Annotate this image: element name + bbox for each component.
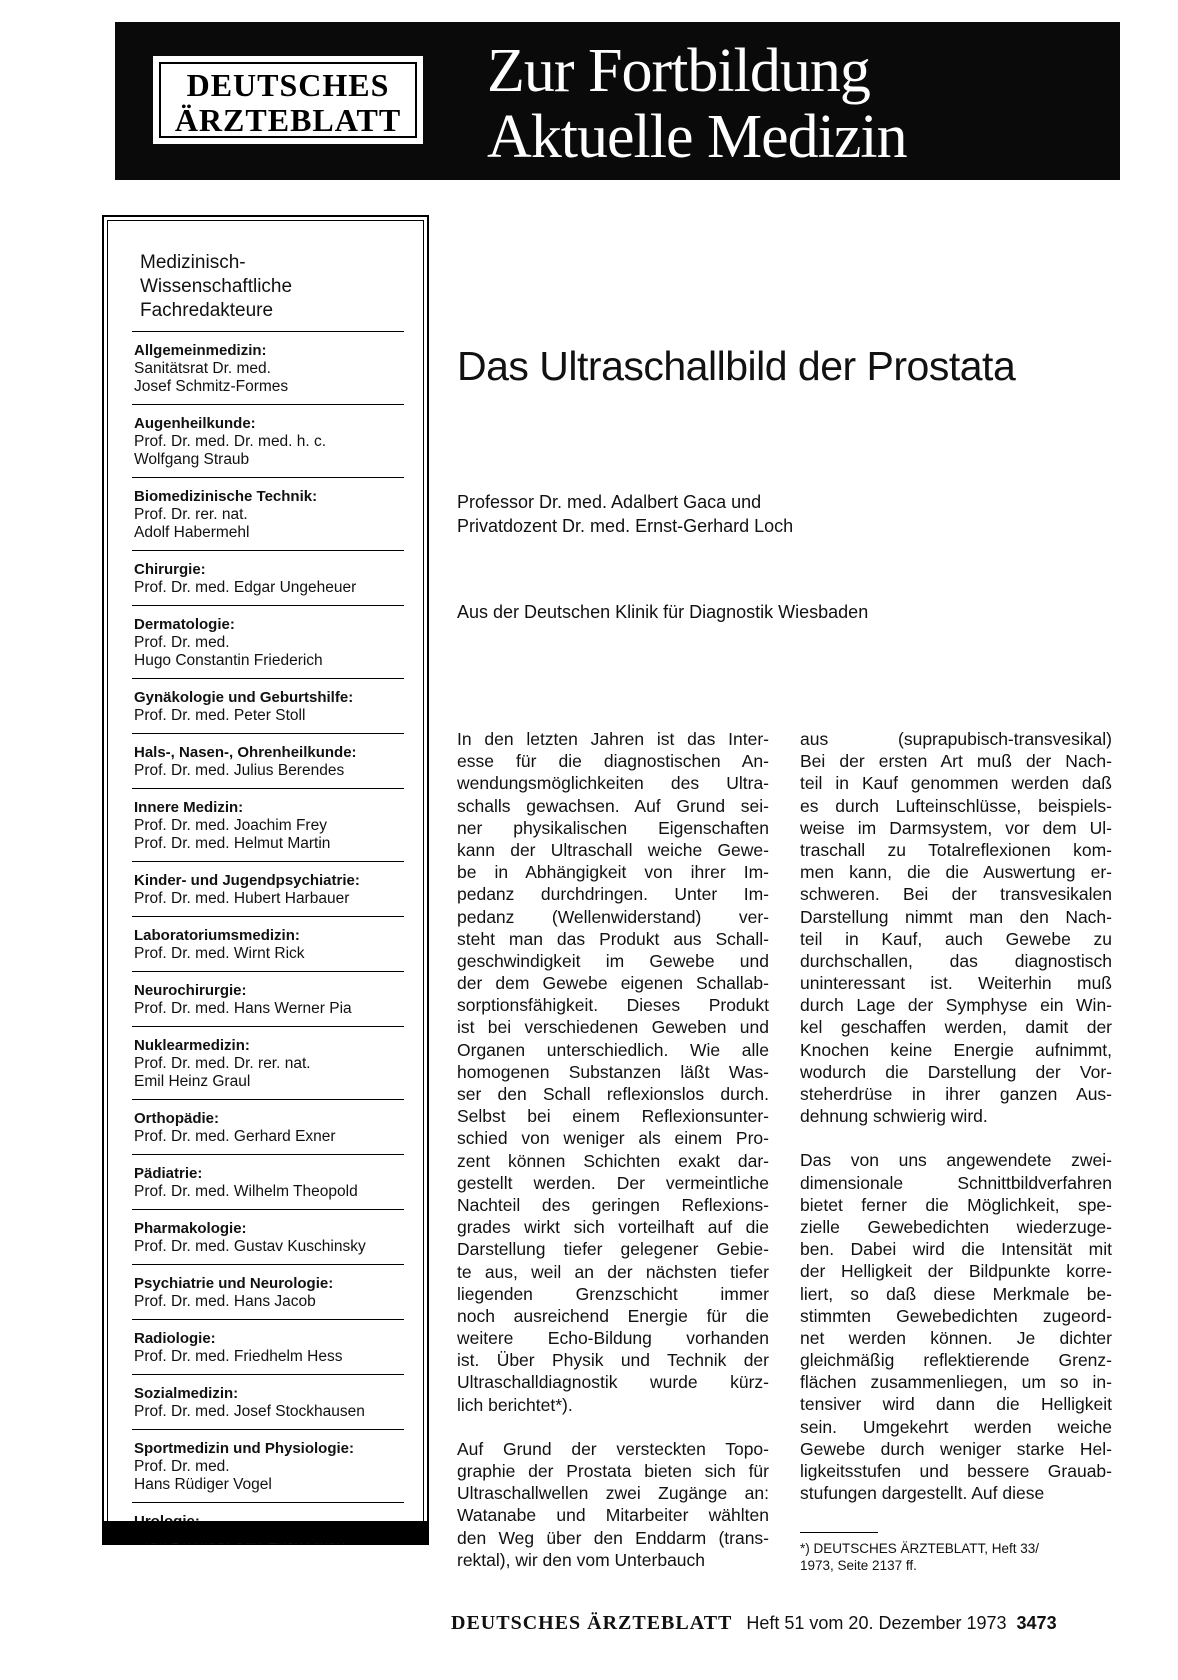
editors-box [102,215,429,1545]
text-line: Nachteil des geringen Reflexions- [457,1194,769,1215]
section-title-line-2: Aktuelle Medizin [487,103,907,171]
editor-name: Prof. Dr. med. Gustav Kuschinsky [134,1238,366,1255]
department-name: Psychiatrie und Neurologie: [134,1275,334,1292]
article-authors: Professor Dr. med. Adalbert Gaca und Privatdozent Dr. med. Ernst-Gerhard Loch [457,492,794,536]
text-line: aus (suprapubisch-transvesikal) [800,729,1112,749]
department-list [132,331,404,1557]
text-line: liegenden Grenzschicht immer [457,1283,769,1304]
text-line: tensiver wird dann die Helligkeit [800,1394,1112,1415]
page-footer [451,1612,1057,1635]
text-line: Das von uns angewendete zwei- [800,1150,1112,1171]
text-line: traschall zu Totalreflexionen kom- [800,839,1112,860]
department-entry [132,1154,404,1209]
text-line: geschwindigkeit im Gewebe und [457,950,769,971]
department-entry [132,477,404,550]
department-name: Pädiatrie: [134,1165,203,1182]
text-line: liert, so daß diese Merkmale be- [800,1283,1112,1304]
department-name: Sportmedizin und Physiologie: [134,1440,355,1457]
editor-name: Hugo Constantin Friederich [134,652,323,669]
text-line: uninteressant ist. Weiterhin muß [800,973,1112,994]
text-line: Darstellung tiefer gelegener Gebie- [457,1239,769,1260]
text-line: Organen unterschiedlich. Wie alle [457,1039,769,1060]
text-line: dehnung schwierig wird. [800,1106,988,1127]
section-title-line-1: Zur Fortbildung [487,37,870,105]
department-entry [132,605,404,678]
article-affiliation: Aus der Deutschen Klinik für Diagnostik Wiesbaden [457,602,869,622]
editor-name: Prof. Dr. rer. nat. [134,506,248,523]
text-line: ben. Dabei wird die Intensität mit [800,1239,1112,1260]
editor-name: Prof. Dr. med. Dr. med. h. c. [134,433,327,450]
department-entry [132,788,404,861]
department-name: Sozialmedizin: [134,1385,239,1402]
text-line: steht man das Produkt aus Schall- [457,928,769,949]
text-line: rektal), wir den vom Unterbauch [457,1549,706,1570]
text-line: flächen zusammenliegen, um so in- [800,1372,1112,1393]
text-line: Knochen keine Energie aufnimmt, [800,1039,1112,1060]
text-line: ner physikalischen Eigenschaften [457,817,769,838]
department-name: Innere Medizin: [134,799,244,816]
department-entry [132,404,404,477]
text-line: stimmten Gewebedichten zugeord- [800,1305,1112,1326]
text-line: den Weg über den Enddarm (trans- [457,1527,769,1548]
footer-magazine: DEUTSCHES ÄRZTEBLATT [451,1612,733,1634]
text-line: men kann, die die Auswertung er- [800,862,1112,883]
department-entry [132,1264,404,1319]
text-line: be in Abhängigkeit von ihrer Im- [457,862,769,883]
paragraph [800,728,1112,1127]
department-name: Orthopädie: [134,1110,219,1127]
department-name: Augenheilkunde: [134,415,256,432]
department-name: Allgemeinmedizin: [134,342,267,359]
text-line: teil in Kauf, auch Gewebe zu [800,928,1112,949]
text-line: es durch Lufteinschlüsse, beispiels- [800,795,1112,816]
department-entry [132,1209,404,1264]
department-entry [132,916,404,971]
editor-name: Prof. Dr. med. Dr. rer. nat. [134,1055,311,1072]
paragraph [457,728,769,1416]
text-line: Ultraschalldiagnostik wurde kürz- [457,1372,769,1393]
department-entry [132,1026,404,1099]
editor-name: Prof. Dr. med. Hans Werner Pia [134,1000,352,1017]
department-entry [132,733,404,788]
text-line: Watanabe und Mitarbeiter wählten [457,1505,769,1526]
department-name: Hals-, Nasen-, Ohrenheilkunde: [134,744,357,761]
text-line: sein. Umgekehrt werden weiche [800,1416,1112,1437]
text-line: steherdrüse in ihrer ganzen Aus- [800,1084,1112,1104]
department-entry [132,1429,404,1502]
department-entry [132,1319,404,1374]
text-line: Auf Grund der versteckten Topo- [457,1438,769,1459]
text-line: zent können Schichten exakt dar- [457,1150,769,1171]
text-line: der Helligkeit der Bildpunkte korre- [800,1261,1112,1282]
department-entry [132,678,404,733]
magazine-logo [153,56,423,144]
header-banner [115,22,1120,180]
department-entry [132,1099,404,1154]
text-line: zielle Gewebedichten wiederzuge- [800,1216,1112,1237]
text-line: noch ausreichend Energie für die [457,1305,769,1326]
text-line: schied von weniger als einem Pro- [457,1128,769,1149]
text-line: pedanz durchdringen. Unter Im- [457,884,769,905]
editor-name: Prof. Dr. med. Gerhard Exner [134,1128,336,1145]
department-name: Laboratoriumsmedizin: [134,927,300,944]
editor-name: Prof. Dr. med. [134,634,230,651]
text-line: grades wirkt sich vorteilhaft auf die [457,1217,769,1238]
text-line: schalls gewachsen. Auf Grund sei- [457,795,769,816]
editor-name: Prof. Dr. med. [134,1458,230,1475]
text-line: der dem Gewebe eigenen Schallab- [457,973,769,994]
text-line: Bei der ersten Art muß der Nach- [800,751,1112,772]
logo-line-1: DEUTSCHES [186,67,390,103]
department-entry [132,1374,404,1429]
text-line: weise im Darmsystem, vor dem Ul- [800,817,1112,838]
text-line: Selbst bei einem Reflexionsunter- [457,1106,769,1127]
text-line: Darstellung nimmt man den Nach- [800,906,1112,927]
text-line: gleichmäßig reflektierende Grenz- [800,1350,1112,1371]
text-line: kann der Ultraschall weiche Gewe- [457,839,769,860]
department-entry [132,971,404,1026]
editor-name: Prof. Dr. med. Edgar Ungeheuer [134,579,357,596]
department-name: Nuklearmedizin: [134,1037,250,1054]
editor-name: Prof. Dr. med. Joachim Frey [134,817,327,834]
footnote: *) DEUTSCHES ÄRZTEBLATT, Heft 33/ 1973, Seite 2137 ff. [800,1541,1040,1573]
text-line: weitere Echo-Bildung vorhanden [457,1328,769,1349]
text-line: graphie der Prostata bieten sich für [457,1461,769,1481]
text-line: sorptionsfähigkeit. Dieses Produkt [457,995,769,1016]
text-line: esse für die diagnostischen An- [457,751,769,772]
text-line: ist. Über Physik und Technik der [457,1350,769,1371]
editor-name: Hans Rüdiger Vogel [134,1476,272,1493]
paragraph [457,1438,769,1571]
editor-name: Prof. Dr. med. Peter Stoll [134,707,306,724]
text-line: schweren. Bei der transvesikalen [800,884,1112,905]
text-line: homogenen Substanzen läßt Was- [457,1061,769,1082]
text-line: stufungen dargestellt. Auf diese [800,1483,1045,1504]
text-line: ser den Schall reflexionslos durch. [457,1084,769,1104]
article-column-1 [457,728,769,1571]
editor-name: Prof. Dr. med. Hubert Harbauer [134,890,350,907]
text-line: durch Lage der Symphyse ein Win- [800,995,1112,1016]
department-name: Pharmakologie: [134,1220,247,1237]
text-line: dimensionale Schnittbildverfahren [800,1172,1112,1193]
department-name: Radiologie: [134,1330,216,1347]
text-line: net werden können. Je dichter [800,1327,1112,1348]
department-name: Chirurgie: [134,561,206,578]
article-column-2 [800,728,1112,1504]
editor-name: Sanitätsrat Dr. med. [134,360,271,377]
article-title: Das Ultraschallbild der Prostata [457,343,1016,389]
text-line: teil in Kauf genommen werden daß [800,773,1112,794]
text-line: ist bei verschiedenen Geweben und [457,1017,769,1038]
editor-name: Emil Heinz Graul [134,1073,251,1090]
editor-name: Prof. Dr. med. Helmut Martin [134,835,331,852]
text-line: ligkeitsstufen und bessere Grauab- [800,1461,1112,1481]
text-line: kel geschaffen werden, damit der [800,1017,1112,1038]
editor-name: Josef Schmitz-Formes [134,378,289,395]
text-line: In den letzten Jahren ist das Inter- [457,729,769,749]
text-line: gestellt werden. Der vermeintliche [457,1172,769,1193]
text-line: bietet ferner die Möglichkeit, spe- [800,1194,1112,1215]
editors-box-bottom-bar [104,1521,427,1543]
footnote-rule [800,1532,878,1533]
department-entry [132,331,404,404]
text-line: Gewebe durch weniger starke Hel- [800,1438,1112,1459]
editor-name: Prof. Dr. med. Hans Jacob [134,1293,316,1310]
department-name: Kinder- und Jugendpsychiatrie: [134,872,360,889]
paragraph [800,1149,1112,1504]
editors-heading: Medizinisch- Wissenschaftliche Fachredakteure [140,252,293,321]
department-entry [132,861,404,916]
editor-name: Prof. Dr. med. Josef Stockhausen [134,1403,365,1420]
logo-line-2: ÄRZTEBLATT [174,102,402,138]
page-number: 3473 [1016,1613,1057,1633]
department-name: Neurochirurgie: [134,982,247,999]
department-name: Biomedizinische Technik: [134,488,318,505]
text-line: pedanz (Wellenwiderstand) ver- [457,906,769,927]
editor-name: Prof. Dr. med. Wirnt Rick [134,945,305,962]
text-line: lich berichtet*). [457,1394,573,1415]
department-entry [132,550,404,605]
text-line: wendungsmöglichkeiten des Ultra- [457,773,769,794]
editor-name: Prof. Dr. med. Julius Berendes [134,762,345,779]
footer-issue: Heft 51 vom 20. Dezember 1973 [746,1613,1007,1633]
department-name: Gynäkologie und Geburtshilfe: [134,689,354,706]
editor-name: Prof. Dr. med. Wilhelm Theopold [134,1183,358,1200]
department-name: Dermatologie: [134,616,235,633]
text-line: wodurch die Darstellung der Vor- [800,1061,1112,1082]
editor-name: Wolfgang Straub [134,451,250,468]
editor-name: Adolf Habermehl [134,524,250,541]
text-line: Ultraschallwellen zwei Zugänge an: [457,1483,769,1504]
text-line: durchschallen, das diagnostisch [800,950,1112,971]
editor-name: Prof. Dr. med. Friedhelm Hess [134,1348,343,1365]
text-line: te aus, weil an der nächsten tiefer [457,1261,769,1282]
